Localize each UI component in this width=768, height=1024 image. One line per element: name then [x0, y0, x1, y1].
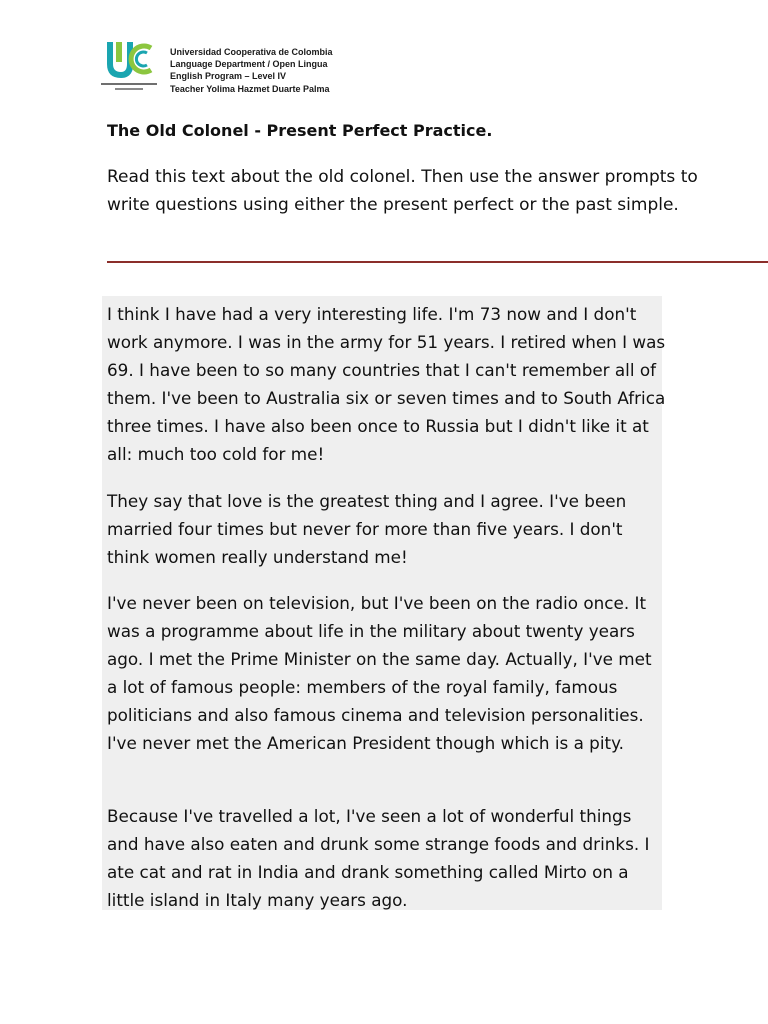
divider-rule [107, 261, 768, 263]
header-line-university: Universidad Cooperativa de Colombia [170, 47, 333, 57]
institution-header [170, 46, 333, 95]
reading-paragraph: They say that love is the greatest thing and I agree. I've been married four times but never for more than five years. I don't think women really understand me! [107, 491, 627, 567]
page-title: The Old Colonel - Present Perfect Practice. [107, 121, 493, 140]
university-logo [99, 38, 159, 96]
reading-paragraph: I've never been on television, but I've been on the radio once. It was a programme about life in the military about twenty years ago. I met the Prime Minister on the same day. Actually, I've met a lot of famous people: members of the royal family, famous politicians and also famous cinema and television personalities. I've never met the American President though which is a pity. [107, 593, 652, 753]
reading-paragraph: I think I have had a very interesting life. I'm 73 now and I don't work anymore. I was in the army for 51 years. I retired when I was 69. I have been to so many countries that I can't remember all of them. I've been to Australia six or seven times and to South Africa three times. I have also been once to Russia but I didn't like it at all: much too cold for me! [107, 304, 666, 464]
header-line-department: Language Department / Open Lingua [170, 59, 328, 70]
reading-text-box [102, 296, 666, 910]
instructions-text: Read this text about the old colonel. Then use the answer prompts to write questions using either the present perfect or the past simple. [107, 167, 698, 215]
header-line-teacher: Teacher Yolima Hazmet Duarte Palma [170, 83, 330, 94]
header-line-program: English Program – Level IV [170, 71, 287, 82]
reading-paragraph: Because I've travelled a lot, I've seen a lot of wonderful things and have also eaten and drunk some strange foods and drinks. I ate cat and rat in India and drank something called Mirto on a little island in Italy many years ago. [107, 806, 650, 910]
